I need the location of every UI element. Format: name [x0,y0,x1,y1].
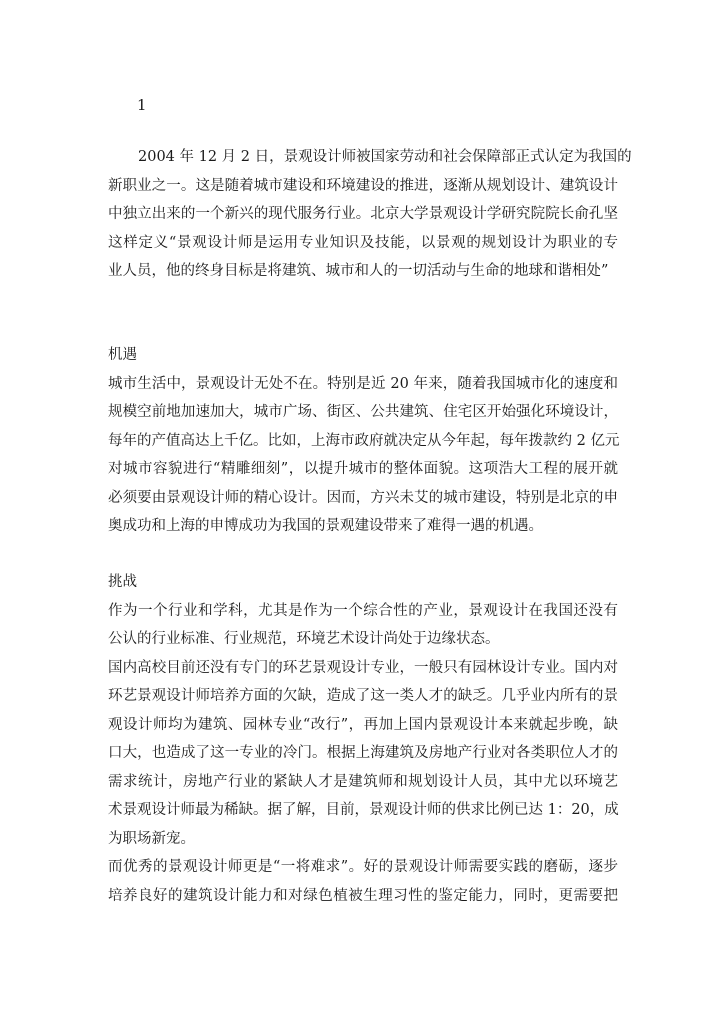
paragraph-line: 培养良好的建筑设计能力和对绿色植被生理习性的鉴定能力，同时，更需要把 [108,887,618,904]
challenge-section [108,568,618,910]
paragraph-line: 业人员，他的终身目标是将建筑、城市和人的一切活动与生命的地球和谐相处” [108,263,609,279]
paragraph-line: 这样定义“景观设计师是运用专业知识及技能，以景观的规划设计为职业的专 [108,234,618,251]
paragraph-line: 而优秀的景观设计师更是“一将难求”。好的景观设计师需要实践的磨砺，逐步 [108,859,618,875]
paragraph-line: 环艺景观设计师培养方面的欠缺，造成了这一类人才的缺乏。几乎业内所有的景 [108,688,618,704]
paragraph-line: 观设计师均为建筑、园林专业“改行”，再加上国内景观设计本来就起步晚，缺 [108,716,618,733]
paragraph-line: 对城市容貌进行“精雕细刻”，以提升城市的整体面貌。这项浩大工程的展开就 [108,461,618,477]
paragraph-line: 国内高校目前还没有专门的环艺景观设计专业，一般只有园林设计专业。国内对 [108,659,618,676]
paragraph-line: 规模空前地加速加大，城市广场、街区、公共建筑、住宅区开始强化环境设计， [108,404,618,420]
paragraph-line: 城市生活中，景观设计无处不在。特别是近 20 年来，随着我国城市化的速度和 [108,375,618,392]
paragraph-line: 口大，也造成了这一专业的冷门。根据上海建筑及房地产行业对各类职位人才的 [108,745,618,761]
paragraph-line: 奥成功和上海的申博成功为我国的景观建设带来了难得一遇的机遇。 [108,518,543,534]
paragraph-line: 为职场新宠。 [108,830,195,847]
opportunity-section [108,341,618,541]
section-heading: 机遇 [108,347,137,363]
section-heading: 挑战 [108,574,137,590]
paragraph-line: 作为一个行业和学科，尤其是作为一个综合性的产业，景观设计在我国还没有 [108,602,618,619]
paragraph-line: 2004 年 12 月 2 日，景观设计师被国家劳动和社会保障部正式认定为我国的 [138,149,632,165]
paragraph-line: 新职业之一。这是随着城市建设和环境建设的推进，逐渐从规划设计、建筑设计 [108,177,618,194]
page-number: 1 [137,96,147,114]
paragraph-line: 需求统计，房地产行业的紧缺人才是建筑师和规划设计人员，其中尤以环境艺 [108,773,618,790]
intro-paragraph [108,143,632,286]
paragraph-line: 中独立出来的一个新兴的现代服务行业。北京大学景观设计学研究院院长俞孔坚 [108,206,618,222]
paragraph-line: 每年的产值高达上千亿。比如，上海市政府就决定从今年起，每年拨款约 2 亿元 [108,432,620,449]
paragraph-line: 术景观设计师最为稀缺。据了解，目前，景观设计师的供求比例已达 1：20，成 [108,802,619,818]
paragraph-line: 公认的行业标准、行业规范，环境艺术设计尚处于边缘状态。 [108,631,500,647]
paragraph-line: 必须要由景观设计师的精心设计。因而，方兴未艾的城市建设，特别是北京的申 [108,489,618,506]
